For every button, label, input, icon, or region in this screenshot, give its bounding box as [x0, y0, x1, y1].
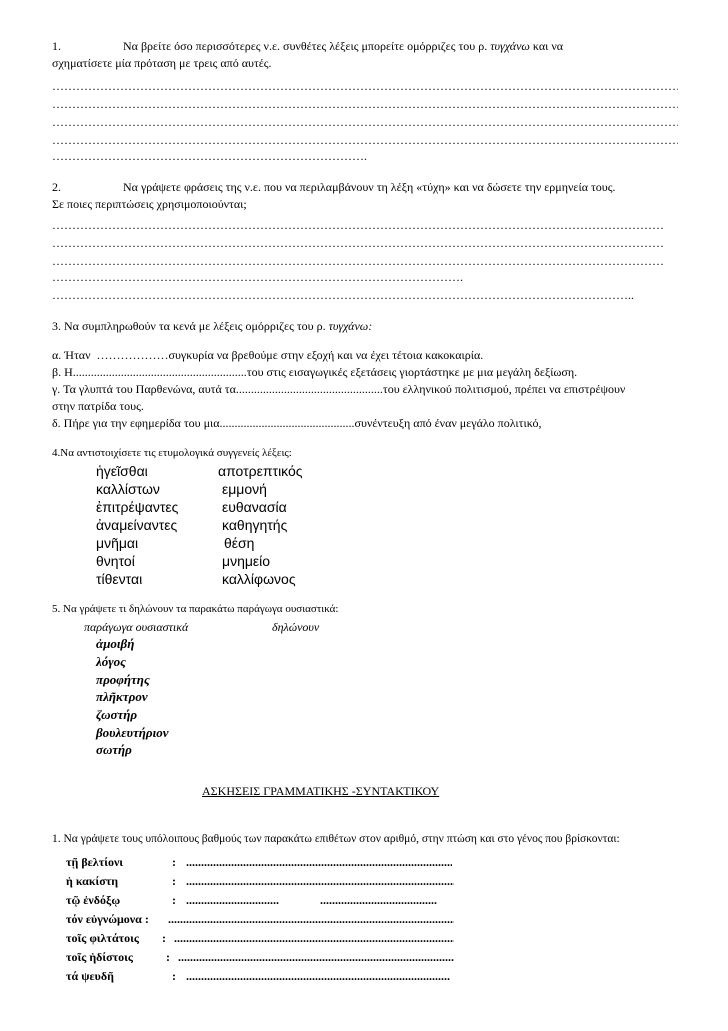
ex2-answer-line[interactable]	[52, 237, 664, 249]
ex1-number: 1.	[52, 39, 61, 53]
gram1-answer-line[interactable]	[178, 951, 454, 963]
gram1-answer-line[interactable]	[174, 932, 454, 944]
gram1-colon: :	[172, 855, 176, 869]
ex2-answer-last[interactable]: ………………………………………………………………………………………………………………………………..	[52, 288, 634, 302]
gram1-item: τῇ βελτίονι	[66, 855, 124, 869]
ex2-answer-line[interactable]	[52, 255, 664, 267]
ex4-left-word: ἀναμείναντες	[96, 517, 178, 533]
ex4-left-word: ἡγεῖσθαι	[96, 463, 148, 479]
ex5-word: ζωστήρ	[96, 707, 138, 722]
gram1-item: τά ψευδῆ	[66, 969, 114, 983]
ex3-title	[52, 320, 372, 332]
gram1-colon: :	[172, 969, 176, 983]
ex5-word: προφήτης	[96, 672, 150, 687]
gram1-item: τῷ ἐνδόξῳ	[66, 893, 121, 907]
ex4-right-word: αποτρεπτικός	[218, 463, 303, 479]
ex2-answer-line[interactable]	[52, 219, 664, 231]
gram1-colon: :	[172, 893, 176, 907]
gram1-answer-line-part[interactable]: .......................................	[320, 893, 437, 907]
ex5-column-header-meaning: δηλώνουν	[272, 620, 320, 634]
ex1-text-a: Να βρείτε όσο περισσότερες ν.ε. συνθέτες λέξεις μπορείτε ομόρριζες του ρ.	[123, 39, 491, 53]
ex1-answer-line[interactable]	[52, 98, 678, 110]
ex4-right-word: καλλίφωνος	[222, 571, 296, 587]
ex1-text-b: και να	[529, 39, 564, 53]
ex2-line2: Σε ποιες περιπτώσεις χρησιμοποιούνται;	[52, 197, 247, 211]
gram1-colon: :	[166, 950, 170, 964]
ex4-left-word: θνητοί	[96, 553, 135, 569]
ex3-item-a: α. Ήταν ………………συγκυρία να βρεθούμε στην εξοχή και να έχει τέτοια κακοκαιρία.	[52, 348, 484, 362]
gram1-answer-line-part[interactable]: ...............................	[186, 893, 279, 907]
ex1-answer-line[interactable]	[52, 116, 678, 128]
ex1-verb: τυγχάνω	[490, 39, 530, 53]
ex2-line1	[52, 181, 616, 193]
ex1-answer-line[interactable]	[52, 80, 678, 92]
ex5-title: 5. Να γράψετε τι δηλώνουν τα παρακάτω παράγωγα ουσιαστικά:	[52, 603, 339, 615]
ex1-answer-line[interactable]	[52, 134, 678, 146]
ex3-item-c: γ. Τα γλυπτά του Παρθενώνα, αυτά τα.................................................του ελληνικού πολιτισμού, πρέπει να επιστρέψουν	[52, 382, 626, 396]
ex5-word: σωτήρ	[96, 742, 132, 757]
ex4-left-word: ἐπιτρέψαντες	[96, 499, 179, 515]
ex5-word: λόγος	[96, 654, 126, 669]
ex3-item-b: β. Η..........................................................του στις εισαγωγικές εξετάσεις γιορτάστηκε με μια μεγάλη δεξίωση.	[52, 365, 578, 379]
ex4-title: 4.Να αντιστοιχίσετε τις ετυμολογικά συγγενείς λέξεις:	[52, 447, 292, 459]
gram1-item: τοῖς ἡδίστοις	[66, 950, 133, 964]
grammar-section-heading: ΑΣΚΗΣΕΙΣ ΓΡΑΜΜΑΤΙΚΗΣ -ΣΥΝΤΑΚΤΙΚΟΥ	[202, 784, 440, 798]
ex4-right-word: καθηγητής	[222, 517, 288, 533]
ex5-word: ἀμοιβή	[96, 636, 135, 651]
ex2-answer-short[interactable]: ………………………………………………………………………………………….	[52, 270, 463, 284]
ex3-title-verb: τυγχάνω:	[328, 319, 373, 333]
ex1-answer-last[interactable]: …………………………………………………………………….	[52, 149, 367, 163]
gram1-item: τόν εὐγνώμονα :	[66, 912, 149, 926]
ex1-line1	[52, 40, 563, 52]
ex5-column-header-derivatives: παράγωγα ουσιαστικά	[84, 620, 189, 634]
gram1-colon: :	[162, 931, 166, 945]
ex4-right-word: εμμονή	[222, 481, 267, 497]
ex4-left-word: καλλίστων	[96, 481, 160, 497]
ex4-right-word: ευθανασία	[222, 499, 287, 515]
ex4-right-word: θέση	[224, 535, 255, 551]
gram1-title: 1. Να γράψετε τους υπόλοιπους βαθμούς των παρακάτω επιθέτων στον αριθμό, στην πτώση και στο γένος που βρίσκονται:	[52, 833, 620, 845]
ex4-left-word: μνῆμαι	[96, 535, 139, 551]
ex3-title-text: 3. Να συμπληρωθούν τα κενά με λέξεις ομόρριζες του ρ.	[52, 319, 329, 333]
ex3-item-c-cont: στην πατρίδα τους.	[52, 399, 144, 413]
gram1-item: τοῖς φιλτάτοις	[66, 931, 139, 945]
ex1-line2: σχηματίσετε μία πρόταση με τρεις από αυτές.	[52, 56, 272, 70]
ex2-text: Να γράψετε φράσεις της ν.ε. που να περιλαμβάνουν τη λέξη «τύχη» και να δώσετε την ερμηνεία τους.	[123, 180, 616, 194]
gram1-colon: :	[172, 874, 176, 888]
gram1-item: ἡ κακίστη	[66, 874, 119, 888]
gram1-answer-line[interactable]	[186, 856, 452, 868]
gram1-answer-line[interactable]	[186, 970, 450, 982]
ex4-left-word: τίθενται	[96, 571, 143, 587]
ex5-word: βουλευτήριον	[96, 725, 169, 740]
gram1-answer-line[interactable]	[168, 913, 454, 925]
ex2-number: 2.	[52, 180, 61, 194]
ex5-word: πλῆκτρον	[96, 689, 148, 704]
ex3-item-d: δ. Πήρε για την εφημερίδα του μια.............................................συνέντευξη από έναν μεγάλο πολιτικό,	[52, 416, 542, 430]
gram1-answer-line[interactable]	[186, 875, 454, 887]
ex4-right-word: μνημείο	[222, 553, 271, 569]
